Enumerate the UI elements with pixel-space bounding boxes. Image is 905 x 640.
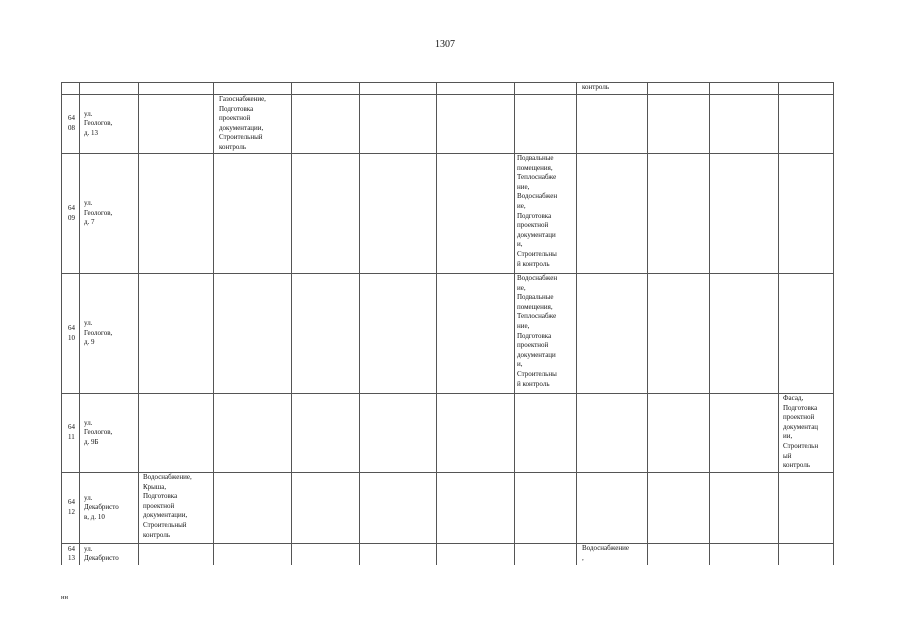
work-cell: контроль bbox=[577, 83, 648, 95]
row-number-cell: 64 13 bbox=[62, 544, 80, 565]
work-cell bbox=[648, 83, 710, 95]
work-cell bbox=[360, 83, 437, 95]
work-cell bbox=[437, 154, 515, 274]
row-number-cell bbox=[62, 83, 80, 95]
work-cell bbox=[577, 394, 648, 473]
row-number-cell: 64 10 bbox=[62, 274, 80, 394]
table-row bbox=[62, 473, 834, 544]
address-cell bbox=[80, 83, 139, 95]
work-cell bbox=[648, 544, 710, 565]
footer-mark: нн bbox=[61, 594, 68, 601]
work-cell bbox=[437, 394, 515, 473]
work-cell bbox=[648, 473, 710, 544]
work-cell bbox=[515, 95, 577, 154]
work-cell bbox=[214, 83, 292, 95]
work-cell bbox=[515, 394, 577, 473]
work-cell bbox=[648, 154, 710, 274]
work-cell bbox=[437, 544, 515, 565]
work-cell bbox=[648, 95, 710, 154]
work-cell bbox=[710, 274, 779, 394]
work-cell bbox=[292, 473, 360, 544]
address-cell: ул. Декабристо bbox=[80, 544, 139, 565]
work-cell bbox=[437, 473, 515, 544]
work-cell bbox=[292, 274, 360, 394]
address-cell: ул. Геологов, д. 13 bbox=[80, 95, 139, 154]
work-cell bbox=[139, 274, 214, 394]
table-row bbox=[62, 95, 834, 154]
table-row bbox=[62, 544, 834, 565]
work-cell bbox=[779, 95, 834, 154]
work-cell bbox=[360, 274, 437, 394]
work-cell bbox=[360, 95, 437, 154]
work-cell bbox=[214, 274, 292, 394]
row-number-cell: 64 11 bbox=[62, 394, 80, 473]
address-cell: ул. Декабристо в, д. 10 bbox=[80, 473, 139, 544]
work-cell bbox=[515, 473, 577, 544]
work-cell bbox=[360, 544, 437, 565]
work-cell: Водоснабжение , bbox=[577, 544, 648, 565]
table-row bbox=[62, 394, 834, 473]
work-cell bbox=[139, 394, 214, 473]
work-cell bbox=[779, 473, 834, 544]
work-cell bbox=[139, 83, 214, 95]
work-cell bbox=[139, 544, 214, 565]
work-cell bbox=[779, 154, 834, 274]
work-cell: Водоснабжение, Крыша, Подготовка проектной документации, Строительный контроль bbox=[139, 473, 214, 544]
address-cell: ул. Геологов, д. 9Б bbox=[80, 394, 139, 473]
work-cell bbox=[710, 473, 779, 544]
work-cell bbox=[360, 394, 437, 473]
table-row bbox=[62, 154, 834, 274]
work-cell: Газоснабжение, Подготовка проектной документации, Строительный контроль bbox=[214, 95, 292, 154]
table-row bbox=[62, 274, 834, 394]
work-cell bbox=[648, 394, 710, 473]
work-cell bbox=[710, 154, 779, 274]
work-cell bbox=[577, 274, 648, 394]
work-cell bbox=[292, 83, 360, 95]
page-number: 1307 bbox=[435, 39, 455, 50]
work-cell bbox=[779, 274, 834, 394]
work-cell bbox=[292, 394, 360, 473]
work-cell bbox=[779, 544, 834, 565]
work-cell bbox=[577, 95, 648, 154]
work-cell bbox=[139, 154, 214, 274]
work-cell bbox=[577, 473, 648, 544]
work-cell bbox=[214, 544, 292, 565]
work-cell: Подвальные помещения, Теплоснабже ние, Водоснабжен ие, Подготовка проектной документаци и, Строительны й контроль bbox=[515, 154, 577, 274]
repair-schedule-table bbox=[61, 82, 834, 565]
work-cell bbox=[292, 154, 360, 274]
row-number-cell: 64 12 bbox=[62, 473, 80, 544]
work-cell bbox=[214, 154, 292, 274]
work-cell: Водоснабжен ие, Подвальные помещения, Теплоснабже ние, Подготовка проектной документаци и, Строительны й контроль bbox=[515, 274, 577, 394]
work-cell bbox=[360, 154, 437, 274]
work-cell bbox=[437, 83, 515, 95]
work-cell bbox=[360, 473, 437, 544]
work-cell bbox=[710, 394, 779, 473]
address-cell: ул. Геологов, д. 7 bbox=[80, 154, 139, 274]
work-cell bbox=[292, 95, 360, 154]
work-cell bbox=[515, 544, 577, 565]
work-cell bbox=[292, 544, 360, 565]
work-cell bbox=[437, 95, 515, 154]
address-cell: ул. Геологов, д. 9 bbox=[80, 274, 139, 394]
work-cell bbox=[710, 95, 779, 154]
work-cell bbox=[577, 154, 648, 274]
work-cell bbox=[437, 274, 515, 394]
work-cell bbox=[710, 83, 779, 95]
work-cell bbox=[515, 83, 577, 95]
table-row bbox=[62, 83, 834, 95]
work-cell: Фасад, Подготовка проектной документац ии, Строительн ый контроль bbox=[779, 394, 834, 473]
work-cell bbox=[779, 83, 834, 95]
work-cell bbox=[139, 95, 214, 154]
work-cell bbox=[648, 274, 710, 394]
work-cell bbox=[710, 544, 779, 565]
row-number-cell: 64 08 bbox=[62, 95, 80, 154]
work-cell bbox=[214, 473, 292, 544]
row-number-cell: 64 09 bbox=[62, 154, 80, 274]
work-cell bbox=[214, 394, 292, 473]
